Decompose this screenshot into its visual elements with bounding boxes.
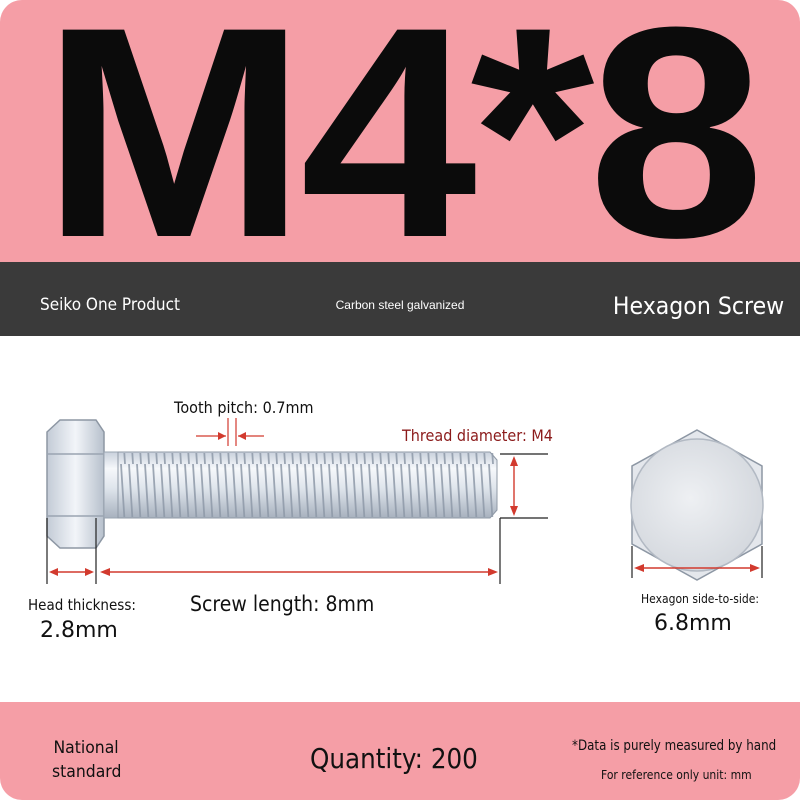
- screw-length-dimension: [100, 518, 500, 584]
- screw-length-label: Screw length: 8mm: [190, 592, 375, 616]
- standard-label: [52, 736, 120, 784]
- size-title: M4*8: [41, 0, 759, 262]
- standard-line-2: standard: [52, 762, 122, 782]
- thread-diameter-label: Thread diameter: M4: [402, 426, 553, 445]
- standard-line-1: National: [53, 738, 119, 758]
- info-bar: [0, 262, 800, 336]
- screw-illustration: [0, 336, 800, 702]
- head-thickness-label: Head thickness:: [28, 596, 136, 614]
- footer-band: [0, 702, 800, 800]
- material-label: Carbon steel galvanized: [335, 298, 465, 312]
- hexagon-head-end-view: [631, 430, 763, 580]
- screw-shank: [104, 452, 497, 518]
- title-band: [0, 0, 800, 262]
- brand-label: Seiko One Product: [40, 295, 181, 315]
- hex-side-label: Hexagon side-to-side:: [641, 592, 760, 606]
- tooth-pitch-dimension: [196, 418, 264, 446]
- tooth-pitch-label: Tooth pitch: 0.7mm: [174, 398, 314, 417]
- quantity-label: Quantity: 200: [310, 742, 478, 775]
- unit-note: For reference only unit: mm: [601, 768, 752, 782]
- dimension-diagram: [0, 336, 800, 702]
- product-type-label: Hexagon Screw: [612, 292, 784, 320]
- head-thickness-value: 2.8mm: [40, 618, 118, 643]
- thread-diameter-dimension: [500, 454, 548, 518]
- measurement-note: *Data is purely measured by hand: [572, 738, 777, 754]
- hex-side-value: 6.8mm: [654, 611, 732, 636]
